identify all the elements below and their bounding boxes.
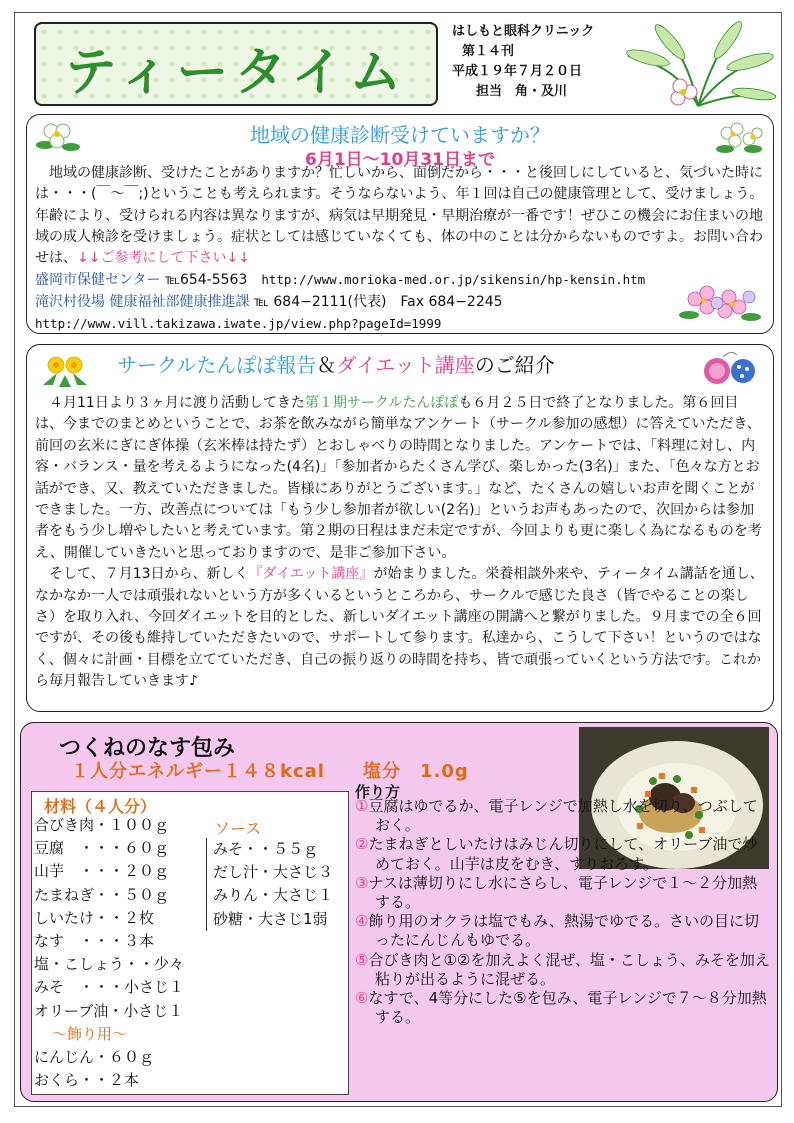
- takizawa-tel-fax: ℡ 684−2111(代表) Fax 684−2245: [253, 293, 503, 310]
- health-check-period: 6月1日〜10月31日まで: [305, 150, 495, 170]
- method-step: [355, 874, 771, 912]
- garnish-title: 〜飾り用〜: [52, 1024, 128, 1043]
- circle-diet-section: [26, 344, 774, 712]
- health-check-title: 地域の健康診断受けていますか？: [250, 123, 550, 147]
- method-step: [355, 797, 771, 835]
- circle-diet-title: [117, 349, 555, 378]
- step-number: ②: [355, 835, 369, 854]
- step-text: ナスは薄切りにし水にさらし、電子レンジで１〜２分加熱する。: [368, 873, 758, 912]
- recipe-section: [20, 722, 778, 1102]
- ingredient-item: みそ ・・・小さじ１: [34, 978, 185, 997]
- circle-title-part: サークルたんぽぽ報告: [117, 353, 317, 377]
- ingredients-box: [31, 791, 349, 1095]
- health-check-body: [35, 163, 765, 335]
- method-steps: [355, 797, 771, 1027]
- ingredient-item: 合びき肉・１００ｇ: [34, 816, 170, 834]
- sauce-item: みりん・大さじ１: [213, 886, 334, 905]
- sauce-item: 砂糖・大さじ1弱: [213, 909, 328, 928]
- circle-text-b: も６月２５日で終了となりました。第６回目は、今までのまとめということで、お茶を飲みながら簡単なアンケート（サークル参加の感想）に答えていただき、前回の玄米にぎにぎ体操（玄米棒は持たず）とおしゃべりの時間となりました。アンケートでは、「料理に対し、内容・バランス・量を考えるようになった(4名)」「参加者からたくさん学び、楽しかった(3名)」また、「色々な方とお話ができ、又、教えていただきました。皆様にありがとうございます。」など、たくさんの嬉しいお声を聞くことができました。一方、改善点については「もう少し参加者が欲しい(2名)」というお声もあったので、次回からは参加者をもう少し増やしたいと考えています。第２期の日程はまだ未定ですが、今回よりも更に楽しく為になるものを考え、開催していきたいと思っておりますので、是非ご参加下さい。: [35, 395, 762, 561]
- step-number: ⑥: [355, 989, 369, 1008]
- step-number: ⑤: [355, 950, 369, 969]
- issue-number: 第１４刊: [462, 44, 515, 59]
- diet-text-a: そして、７月13日から、新しく: [49, 566, 249, 583]
- clinic-name: はしもと眼科クリニック: [452, 24, 595, 39]
- ingredient-item: オリーブ油・小さじ１: [34, 1001, 184, 1020]
- garnish-item: にんじん・６０ｇ: [34, 1048, 155, 1067]
- dandelion-icon: [39, 349, 91, 389]
- method-title: 作り方: [355, 783, 401, 801]
- ingredients-list: [34, 814, 184, 1092]
- step-text: たまねぎとしいたけはみじん切りにして、オリーブ油で炒めておく。山芋は皮をむき、すりおろす。: [368, 835, 758, 873]
- method-step: [355, 835, 771, 873]
- diet-course-highlight: 『ダイエット講座』: [248, 566, 374, 583]
- method-step: [355, 951, 771, 989]
- issue-date: 平成１９年７月２０日: [452, 64, 583, 79]
- ingredient-item: 豆腐 ・・・６０ｇ: [34, 839, 170, 858]
- step-text: 豆腐はゆでるか、電子レンジで加熱し水を切り、つぶしておく。: [368, 797, 758, 835]
- ingredient-item: たまねぎ・・５０ｇ: [34, 885, 170, 904]
- takizawa-office: 滝沢村役場 健康福祉部健康推進課: [35, 293, 250, 310]
- morioka-url-link[interactable]: http://www.morioka-med.or.jp/sikensin/hp-kensin.htm: [261, 272, 646, 288]
- palm-leaf-illustration: [618, 16, 778, 116]
- header-info: [452, 22, 594, 102]
- sauce-item: だし汁・大さじ３: [213, 863, 334, 882]
- ingredient-item: なす ・・・３本: [34, 932, 155, 951]
- circle-name-highlight: 第１期サークルたんぽぽ: [304, 395, 459, 411]
- sauce-title: ソース: [214, 819, 262, 838]
- method-step: [355, 989, 771, 1027]
- intro-title-part: のご紹介: [474, 353, 555, 377]
- ingredient-item: 山芋 ・・・２０ｇ: [34, 862, 170, 881]
- recipe-energy-salt: １人分エネルギー１４８kcal 塩分 1.0g: [71, 761, 469, 782]
- sauce-item: みそ・・５５ｇ: [213, 840, 319, 858]
- pink-flowers-icon: [677, 281, 763, 329]
- circle-report-paragraph: [35, 393, 765, 564]
- morioka-tel: ℡654-5563: [164, 272, 248, 289]
- method-step: [355, 912, 771, 950]
- newsletter-title: ティータイム: [64, 43, 408, 103]
- step-number: ①: [355, 797, 369, 815]
- step-number: ④: [355, 912, 369, 931]
- diet-text-b: が始まりました。栄養相談外来や、ティータイム講話を通し、なかなか一人では頑張れないという方が多くいるというところから、サークルで感じた良さ（皆でやることの楽しさ）を取り入れ、今回ダイエットを目的とした、新しいダイエット講座の開講へと繋がりました。９月までの全６回ですが、その後も維持していただきたいので、サポートして参ります。私達から、こうして下さい！というのではなく、個々に計画・目標を立てていただき、自己の振り返りの時間を持ち、皆で頑張っていくという方法です。これから毎月報告していきます♪: [35, 566, 764, 690]
- recipe-title: つくねのなす包み: [59, 736, 236, 761]
- circle-diet-body: [35, 393, 765, 693]
- sauce-list: [206, 838, 333, 931]
- step-text: 飾り用のオクラは塩でもみ、熱湯でゆでる。さいの目に切ったにんじんもゆでる。: [368, 912, 760, 950]
- takizawa-url-link[interactable]: http://www.vill.takizawa.iwate.jp/view.php?pageId=1999: [35, 316, 442, 332]
- reference-arrows: ↓↓ご参考にして下さい↓↓: [77, 250, 250, 267]
- diet-title-part: ダイエット講座: [336, 353, 475, 377]
- step-text: 合びき肉と①②を加えよく混ぜ、塩・こしょう、みそを加え粘りが出るように混ぜる。: [368, 950, 770, 988]
- health-check-text: 地域の健康診断、受けたことがありますか？忙しいから、面倒だから・・・と後回しにしていると、気づいた時には・・・(￣〜￣;)ということも考えられます。そうならないよう、年１回は自己の健康管理として、受けましょう。年齢により、受けられる内容は異なりますが、病気は早期発見・早期治療が一番です！ぜひこの機会にお住まいの地域の成人検診を受けましょう。症状としては感じていなくても、体の中のことは分からないものですよ。お問い合わせは、: [35, 165, 764, 267]
- balloons-icon: [697, 347, 763, 391]
- ingredient-item: 塩・こしょう・・少々: [34, 955, 185, 974]
- ingredient-item: しいたけ・・２枚: [34, 908, 155, 927]
- staff-names: 担当 角・及川: [476, 84, 568, 99]
- step-text: なすで、4等分にした⑤を包み、電子レンジで７〜８分加熱する。: [368, 989, 767, 1027]
- morioka-health-center: 盛岡市保健センター: [35, 272, 161, 289]
- garnish-item: おくら・・２本: [34, 1071, 140, 1090]
- ingredients-title: 材料（４人分）: [44, 797, 157, 816]
- diet-course-paragraph: [35, 564, 765, 692]
- health-check-section: [26, 114, 774, 334]
- title-ampersand: ＆: [316, 353, 337, 377]
- step-number: ③: [355, 873, 369, 892]
- newsletter-title-box: [34, 22, 438, 106]
- circle-text-a: ４月11日より３ヶ月に渡り活動してきた: [49, 395, 305, 411]
